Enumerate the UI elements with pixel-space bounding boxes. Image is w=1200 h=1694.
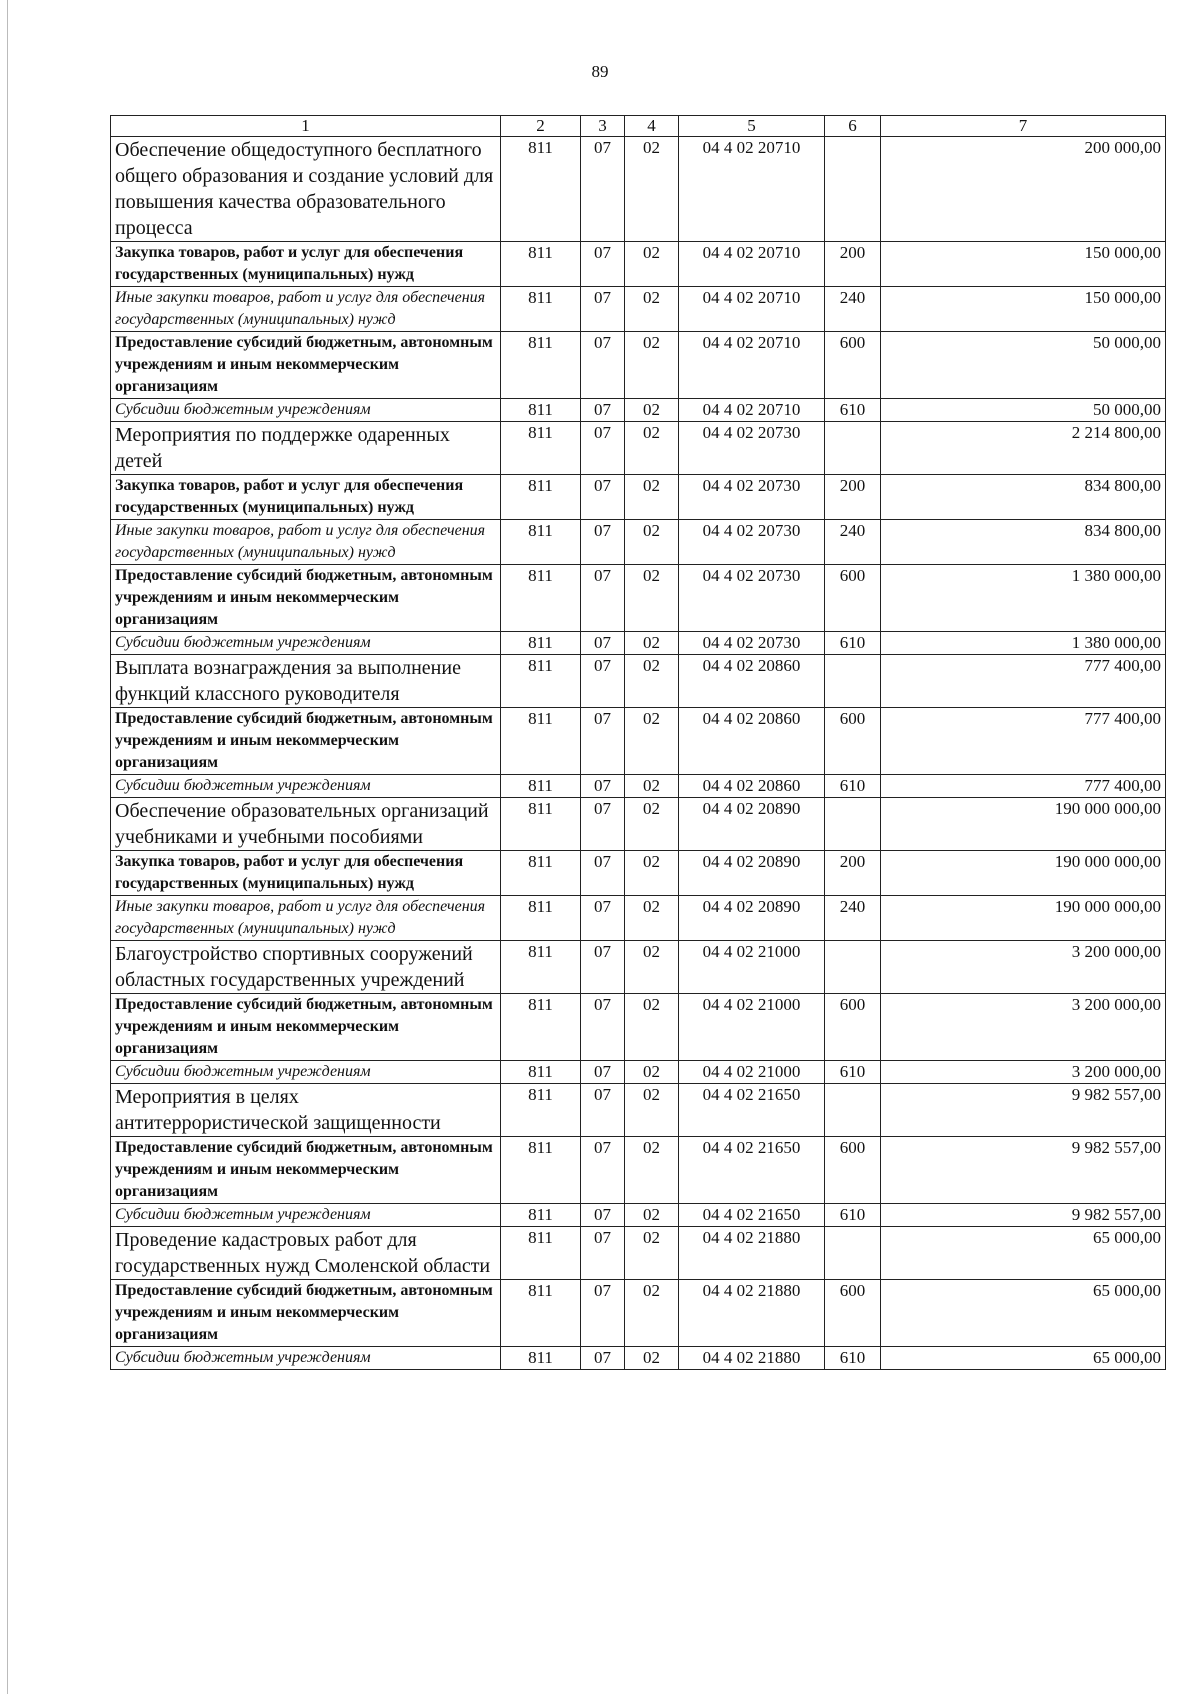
- row-admin-code-cell: 811: [501, 775, 581, 798]
- row-expense-type-cell: [825, 1227, 881, 1280]
- row-section-cell: 07: [581, 1280, 625, 1347]
- row-amount-cell: 777 400,00: [881, 655, 1166, 708]
- row-subsection-cell: 02: [625, 422, 679, 475]
- row-name-cell: Мероприятия в целях антитеррористической защищенности: [111, 1084, 501, 1137]
- table-row: [111, 1137, 1166, 1204]
- row-expense-type-cell: 200: [825, 475, 881, 520]
- row-subsection-cell: 02: [625, 332, 679, 399]
- row-expense-type-cell: 200: [825, 242, 881, 287]
- row-admin-code-cell: 811: [501, 708, 581, 775]
- table-row: [111, 1227, 1166, 1280]
- row-name-cell: Благоустройство спортивных сооружений областных государственных учреждений: [111, 941, 501, 994]
- row-subsection-cell: 02: [625, 896, 679, 941]
- row-admin-code-cell: 811: [501, 1204, 581, 1227]
- row-target-article-cell: 04 4 02 20710: [679, 332, 825, 399]
- row-expense-type-cell: [825, 655, 881, 708]
- row-expense-type-cell: 600: [825, 332, 881, 399]
- table-row: [111, 896, 1166, 941]
- row-admin-code-cell: 811: [501, 242, 581, 287]
- row-subsection-cell: 02: [625, 655, 679, 708]
- row-expense-type-cell: 610: [825, 1204, 881, 1227]
- row-section-cell: 07: [581, 422, 625, 475]
- row-target-article-cell: 04 4 02 21000: [679, 1061, 825, 1084]
- row-admin-code-cell: 811: [501, 399, 581, 422]
- row-name-cell: Предоставление субсидий бюджетным, автономным учреждениям и иным некоммерческим организациям: [111, 565, 501, 632]
- header-row: [111, 116, 1166, 137]
- row-subsection-cell: 02: [625, 851, 679, 896]
- row-section-cell: 07: [581, 242, 625, 287]
- row-section-cell: 07: [581, 1084, 625, 1137]
- row-name-cell: Субсидии бюджетным учреждениям: [111, 1347, 501, 1370]
- row-section-cell: 07: [581, 851, 625, 896]
- row-expense-type-cell: 600: [825, 994, 881, 1061]
- row-amount-cell: 777 400,00: [881, 708, 1166, 775]
- row-section-cell: 07: [581, 632, 625, 655]
- table-row: [111, 775, 1166, 798]
- row-admin-code-cell: 811: [501, 655, 581, 708]
- row-section-cell: 07: [581, 1061, 625, 1084]
- row-amount-cell: 3 200 000,00: [881, 941, 1166, 994]
- row-admin-code-cell: 811: [501, 332, 581, 399]
- header-cell-1: 1: [111, 116, 501, 137]
- row-section-cell: 07: [581, 994, 625, 1061]
- row-expense-type-cell: 240: [825, 896, 881, 941]
- budget-table-body: [111, 116, 1166, 1370]
- row-target-article-cell: 04 4 02 20730: [679, 475, 825, 520]
- header-cell-5: 5: [679, 116, 825, 137]
- row-expense-type-cell: 610: [825, 632, 881, 655]
- table-row: [111, 565, 1166, 632]
- row-subsection-cell: 02: [625, 287, 679, 332]
- row-target-article-cell: 04 4 02 20890: [679, 896, 825, 941]
- row-target-article-cell: 04 4 02 20710: [679, 137, 825, 242]
- page-left-edge: [7, 0, 8, 1694]
- row-amount-cell: 834 800,00: [881, 475, 1166, 520]
- row-amount-cell: 1 380 000,00: [881, 632, 1166, 655]
- row-amount-cell: 65 000,00: [881, 1280, 1166, 1347]
- row-amount-cell: 65 000,00: [881, 1347, 1166, 1370]
- row-expense-type-cell: 600: [825, 1280, 881, 1347]
- row-target-article-cell: 04 4 02 20860: [679, 708, 825, 775]
- table-row: [111, 475, 1166, 520]
- row-subsection-cell: 02: [625, 1061, 679, 1084]
- table-row: [111, 242, 1166, 287]
- row-expense-type-cell: 610: [825, 1061, 881, 1084]
- row-section-cell: 07: [581, 332, 625, 399]
- header-cell-6: 6: [825, 116, 881, 137]
- row-name-cell: Проведение кадастровых работ для государственных нужд Смоленской области: [111, 1227, 501, 1280]
- row-admin-code-cell: 811: [501, 287, 581, 332]
- header-cell-7: 7: [881, 116, 1166, 137]
- row-admin-code-cell: 811: [501, 1347, 581, 1370]
- row-expense-type-cell: [825, 137, 881, 242]
- table-row: [111, 941, 1166, 994]
- row-expense-type-cell: 240: [825, 520, 881, 565]
- row-admin-code-cell: 811: [501, 994, 581, 1061]
- table-row: [111, 708, 1166, 775]
- row-name-cell: Предоставление субсидий бюджетным, автономным учреждениям и иным некоммерческим организациям: [111, 1137, 501, 1204]
- row-amount-cell: 190 000 000,00: [881, 896, 1166, 941]
- row-section-cell: 07: [581, 708, 625, 775]
- row-subsection-cell: 02: [625, 475, 679, 520]
- table-row: [111, 655, 1166, 708]
- row-admin-code-cell: 811: [501, 1137, 581, 1204]
- row-amount-cell: 2 214 800,00: [881, 422, 1166, 475]
- row-target-article-cell: 04 4 02 20860: [679, 775, 825, 798]
- row-expense-type-cell: [825, 798, 881, 851]
- row-admin-code-cell: 811: [501, 798, 581, 851]
- budget-table: [110, 115, 1166, 1370]
- row-section-cell: 07: [581, 896, 625, 941]
- row-name-cell: Иные закупки товаров, работ и услуг для обеспечения государственных (муниципальных) нужд: [111, 896, 501, 941]
- row-expense-type-cell: [825, 422, 881, 475]
- row-expense-type-cell: 610: [825, 1347, 881, 1370]
- row-section-cell: 07: [581, 399, 625, 422]
- row-target-article-cell: 04 4 02 20860: [679, 655, 825, 708]
- row-expense-type-cell: 600: [825, 1137, 881, 1204]
- row-name-cell: Обеспечение образовательных организаций учебниками и учебными пособиями: [111, 798, 501, 851]
- row-subsection-cell: 02: [625, 137, 679, 242]
- header-cell-4: 4: [625, 116, 679, 137]
- row-subsection-cell: 02: [625, 708, 679, 775]
- row-admin-code-cell: 811: [501, 422, 581, 475]
- row-amount-cell: 65 000,00: [881, 1227, 1166, 1280]
- row-subsection-cell: 02: [625, 1084, 679, 1137]
- row-subsection-cell: 02: [625, 1204, 679, 1227]
- row-admin-code-cell: 811: [501, 896, 581, 941]
- row-target-article-cell: 04 4 02 20890: [679, 798, 825, 851]
- row-admin-code-cell: 811: [501, 137, 581, 242]
- row-amount-cell: 834 800,00: [881, 520, 1166, 565]
- row-admin-code-cell: 811: [501, 565, 581, 632]
- row-name-cell: Обеспечение общедоступного бесплатного общего образования и создание условий для повышения качества образовательного процесса: [111, 137, 501, 242]
- row-subsection-cell: 02: [625, 798, 679, 851]
- row-subsection-cell: 02: [625, 1227, 679, 1280]
- row-admin-code-cell: 811: [501, 851, 581, 896]
- row-name-cell: Выплата вознаграждения за выполнение функций классного руководителя: [111, 655, 501, 708]
- row-target-article-cell: 04 4 02 20710: [679, 242, 825, 287]
- row-subsection-cell: 02: [625, 775, 679, 798]
- row-target-article-cell: 04 4 02 20890: [679, 851, 825, 896]
- row-subsection-cell: 02: [625, 1347, 679, 1370]
- row-amount-cell: 1 380 000,00: [881, 565, 1166, 632]
- table-row: [111, 798, 1166, 851]
- row-name-cell: Иные закупки товаров, работ и услуг для обеспечения государственных (муниципальных) нужд: [111, 287, 501, 332]
- row-target-article-cell: 04 4 02 20710: [679, 287, 825, 332]
- row-admin-code-cell: 811: [501, 632, 581, 655]
- row-subsection-cell: 02: [625, 1137, 679, 1204]
- row-section-cell: 07: [581, 475, 625, 520]
- row-admin-code-cell: 811: [501, 941, 581, 994]
- row-amount-cell: 9 982 557,00: [881, 1204, 1166, 1227]
- row-name-cell: Субсидии бюджетным учреждениям: [111, 399, 501, 422]
- row-subsection-cell: 02: [625, 632, 679, 655]
- table-row: [111, 137, 1166, 242]
- row-admin-code-cell: 811: [501, 1227, 581, 1280]
- row-expense-type-cell: [825, 1084, 881, 1137]
- row-amount-cell: 3 200 000,00: [881, 994, 1166, 1061]
- row-target-article-cell: 04 4 02 21650: [679, 1084, 825, 1137]
- row-amount-cell: 9 982 557,00: [881, 1084, 1166, 1137]
- table-row: [111, 520, 1166, 565]
- row-name-cell: Субсидии бюджетным учреждениям: [111, 775, 501, 798]
- row-amount-cell: 190 000 000,00: [881, 798, 1166, 851]
- row-target-article-cell: 04 4 02 20730: [679, 565, 825, 632]
- row-target-article-cell: 04 4 02 21880: [679, 1347, 825, 1370]
- page-number: 89: [591, 62, 609, 81]
- row-name-cell: Закупка товаров, работ и услуг для обеспечения государственных (муниципальных) нужд: [111, 851, 501, 896]
- row-name-cell: Иные закупки товаров, работ и услуг для обеспечения государственных (муниципальных) нужд: [111, 520, 501, 565]
- row-section-cell: 07: [581, 287, 625, 332]
- row-section-cell: 07: [581, 520, 625, 565]
- row-target-article-cell: 04 4 02 21000: [679, 994, 825, 1061]
- row-name-cell: Предоставление субсидий бюджетным, автономным учреждениям и иным некоммерческим организациям: [111, 708, 501, 775]
- row-section-cell: 07: [581, 1227, 625, 1280]
- row-admin-code-cell: 811: [501, 520, 581, 565]
- header-cell-2: 2: [501, 116, 581, 137]
- row-name-cell: Закупка товаров, работ и услуг для обеспечения государственных (муниципальных) нужд: [111, 475, 501, 520]
- table-row: [111, 1347, 1166, 1370]
- row-expense-type-cell: 200: [825, 851, 881, 896]
- table-row: [111, 399, 1166, 422]
- row-name-cell: Субсидии бюджетным учреждениям: [111, 1061, 501, 1084]
- row-amount-cell: 3 200 000,00: [881, 1061, 1166, 1084]
- row-target-article-cell: 04 4 02 20730: [679, 632, 825, 655]
- table-row: [111, 1084, 1166, 1137]
- row-section-cell: 07: [581, 137, 625, 242]
- table-row: [111, 1280, 1166, 1347]
- row-section-cell: 07: [581, 655, 625, 708]
- row-subsection-cell: 02: [625, 520, 679, 565]
- row-section-cell: 07: [581, 798, 625, 851]
- row-expense-type-cell: 610: [825, 399, 881, 422]
- row-name-cell: Субсидии бюджетным учреждениям: [111, 632, 501, 655]
- row-name-cell: Закупка товаров, работ и услуг для обеспечения государственных (муниципальных) нужд: [111, 242, 501, 287]
- row-amount-cell: 200 000,00: [881, 137, 1166, 242]
- row-amount-cell: 190 000 000,00: [881, 851, 1166, 896]
- row-subsection-cell: 02: [625, 1280, 679, 1347]
- row-name-cell: Предоставление субсидий бюджетным, автономным учреждениям и иным некоммерческим организациям: [111, 332, 501, 399]
- row-subsection-cell: 02: [625, 994, 679, 1061]
- row-admin-code-cell: 811: [501, 475, 581, 520]
- header-cell-3: 3: [581, 116, 625, 137]
- row-target-article-cell: 04 4 02 20730: [679, 520, 825, 565]
- row-subsection-cell: 02: [625, 399, 679, 422]
- row-admin-code-cell: 811: [501, 1084, 581, 1137]
- table-row: [111, 287, 1166, 332]
- table-row: [111, 632, 1166, 655]
- row-target-article-cell: 04 4 02 21650: [679, 1204, 825, 1227]
- table-row: [111, 422, 1166, 475]
- row-target-article-cell: 04 4 02 21880: [679, 1227, 825, 1280]
- row-section-cell: 07: [581, 941, 625, 994]
- row-expense-type-cell: 600: [825, 708, 881, 775]
- row-name-cell: Предоставление субсидий бюджетным, автономным учреждениям и иным некоммерческим организациям: [111, 1280, 501, 1347]
- row-expense-type-cell: [825, 941, 881, 994]
- table-row: [111, 851, 1166, 896]
- row-amount-cell: 777 400,00: [881, 775, 1166, 798]
- row-section-cell: 07: [581, 1347, 625, 1370]
- row-section-cell: 07: [581, 1137, 625, 1204]
- row-admin-code-cell: 811: [501, 1061, 581, 1084]
- row-expense-type-cell: 240: [825, 287, 881, 332]
- row-name-cell: Субсидии бюджетным учреждениям: [111, 1204, 501, 1227]
- row-expense-type-cell: 610: [825, 775, 881, 798]
- row-amount-cell: 50 000,00: [881, 332, 1166, 399]
- row-name-cell: Мероприятия по поддержке одаренных детей: [111, 422, 501, 475]
- table-row: [111, 1061, 1166, 1084]
- row-amount-cell: 9 982 557,00: [881, 1137, 1166, 1204]
- row-amount-cell: 150 000,00: [881, 242, 1166, 287]
- row-name-cell: Предоставление субсидий бюджетным, автономным учреждениям и иным некоммерческим организациям: [111, 994, 501, 1061]
- row-target-article-cell: 04 4 02 20710: [679, 399, 825, 422]
- row-amount-cell: 150 000,00: [881, 287, 1166, 332]
- row-admin-code-cell: 811: [501, 1280, 581, 1347]
- row-section-cell: 07: [581, 565, 625, 632]
- row-target-article-cell: 04 4 02 21880: [679, 1280, 825, 1347]
- row-expense-type-cell: 600: [825, 565, 881, 632]
- row-section-cell: 07: [581, 1204, 625, 1227]
- table-row: [111, 1204, 1166, 1227]
- row-subsection-cell: 02: [625, 242, 679, 287]
- row-target-article-cell: 04 4 02 21650: [679, 1137, 825, 1204]
- row-target-article-cell: 04 4 02 20730: [679, 422, 825, 475]
- row-amount-cell: 50 000,00: [881, 399, 1166, 422]
- table-row: [111, 332, 1166, 399]
- row-subsection-cell: 02: [625, 941, 679, 994]
- row-section-cell: 07: [581, 775, 625, 798]
- row-subsection-cell: 02: [625, 565, 679, 632]
- table-row: [111, 994, 1166, 1061]
- row-target-article-cell: 04 4 02 21000: [679, 941, 825, 994]
